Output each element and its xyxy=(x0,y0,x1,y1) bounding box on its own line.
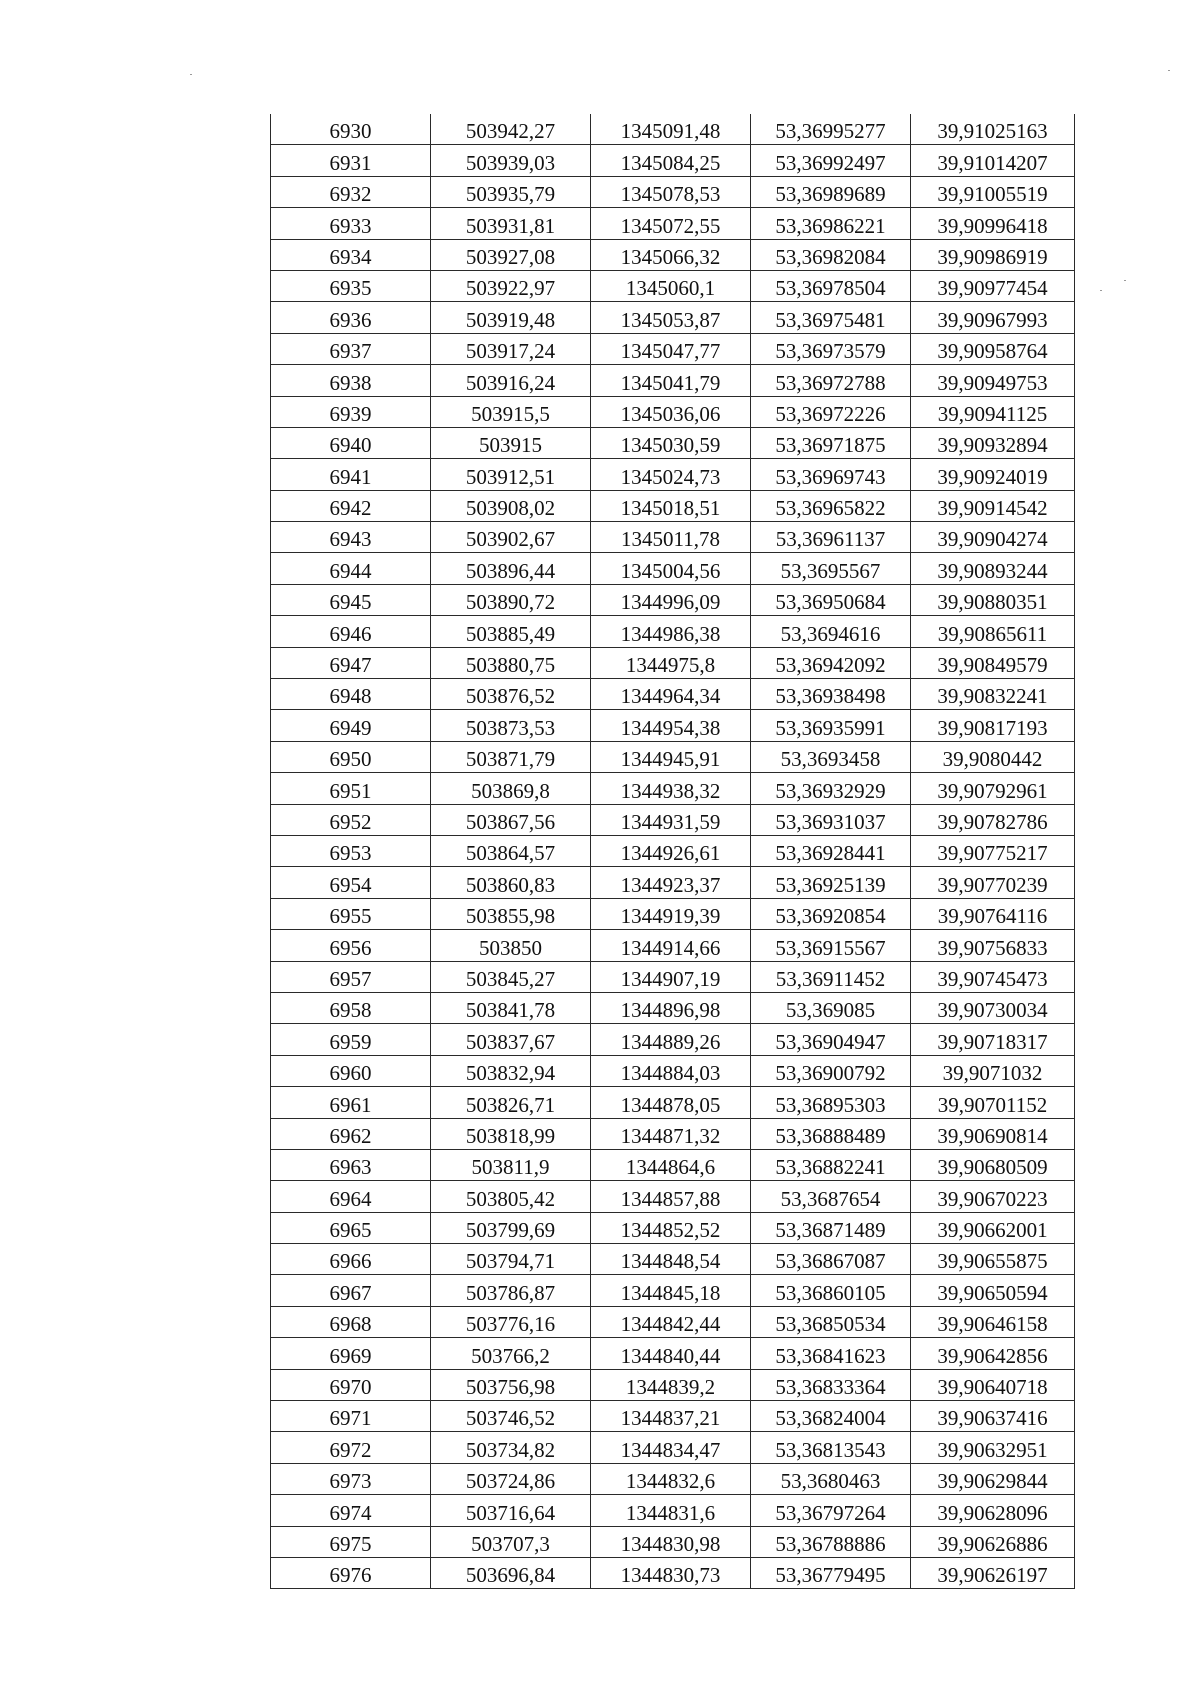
latitude-cell: 53,36860105 xyxy=(751,1275,911,1306)
longitude-cell: 39,90650594 xyxy=(911,1275,1075,1306)
longitude-cell: 39,90637416 xyxy=(911,1401,1075,1432)
point-number-cell: 6948 xyxy=(271,679,431,710)
point-number-cell: 6969 xyxy=(271,1338,431,1369)
table-row xyxy=(271,114,1075,145)
latitude-cell: 53,36972226 xyxy=(751,396,911,427)
point-number-cell: 6942 xyxy=(271,490,431,521)
latitude-cell: 53,36935991 xyxy=(751,710,911,741)
latitude-cell: 53,36895303 xyxy=(751,1087,911,1118)
y-coordinate-cell: 1344878,05 xyxy=(591,1087,751,1118)
x-coordinate-cell: 503880,75 xyxy=(431,647,591,678)
x-coordinate-cell: 503896,44 xyxy=(431,553,591,584)
point-number-cell: 6934 xyxy=(271,239,431,270)
table-body xyxy=(271,114,1075,1589)
latitude-cell: 53,36788886 xyxy=(751,1526,911,1557)
longitude-cell: 39,90792961 xyxy=(911,773,1075,804)
point-number-cell: 6965 xyxy=(271,1212,431,1243)
longitude-cell: 39,90640718 xyxy=(911,1369,1075,1400)
x-coordinate-cell: 503826,71 xyxy=(431,1087,591,1118)
table-row xyxy=(271,1087,1075,1118)
table-row xyxy=(271,1306,1075,1337)
y-coordinate-cell: 1345084,25 xyxy=(591,145,751,176)
y-coordinate-cell: 1344842,44 xyxy=(591,1306,751,1337)
x-coordinate-cell: 503917,24 xyxy=(431,333,591,364)
table-row xyxy=(271,1275,1075,1306)
x-coordinate-cell: 503942,27 xyxy=(431,114,591,145)
longitude-cell: 39,90626197 xyxy=(911,1557,1075,1588)
y-coordinate-cell: 1345047,77 xyxy=(591,333,751,364)
x-coordinate-cell: 503850 xyxy=(431,930,591,961)
longitude-cell: 39,90849579 xyxy=(911,647,1075,678)
x-coordinate-cell: 503912,51 xyxy=(431,459,591,490)
latitude-cell: 53,3695567 xyxy=(751,553,911,584)
longitude-cell: 39,90718317 xyxy=(911,1024,1075,1055)
latitude-cell: 53,36850534 xyxy=(751,1306,911,1337)
point-number-cell: 6960 xyxy=(271,1055,431,1086)
point-number-cell: 6956 xyxy=(271,930,431,961)
x-coordinate-cell: 503746,52 xyxy=(431,1401,591,1432)
latitude-cell: 53,36995277 xyxy=(751,114,911,145)
y-coordinate-cell: 1345036,06 xyxy=(591,396,751,427)
y-coordinate-cell: 1344889,26 xyxy=(591,1024,751,1055)
y-coordinate-cell: 1344832,6 xyxy=(591,1463,751,1494)
table-row xyxy=(271,396,1075,427)
x-coordinate-cell: 503915 xyxy=(431,427,591,458)
longitude-cell: 39,90932894 xyxy=(911,427,1075,458)
table-row xyxy=(271,710,1075,741)
point-number-cell: 6972 xyxy=(271,1432,431,1463)
x-coordinate-cell: 503919,48 xyxy=(431,302,591,333)
longitude-cell: 39,90655875 xyxy=(911,1244,1075,1275)
latitude-cell: 53,36904947 xyxy=(751,1024,911,1055)
y-coordinate-cell: 1344884,03 xyxy=(591,1055,751,1086)
point-number-cell: 6940 xyxy=(271,427,431,458)
latitude-cell: 53,36911452 xyxy=(751,961,911,992)
latitude-cell: 53,36813543 xyxy=(751,1432,911,1463)
point-number-cell: 6944 xyxy=(271,553,431,584)
point-number-cell: 6970 xyxy=(271,1369,431,1400)
table-row xyxy=(271,1212,1075,1243)
table-row xyxy=(271,1526,1075,1557)
table-row xyxy=(271,898,1075,929)
latitude-cell: 53,36920854 xyxy=(751,898,911,929)
x-coordinate-cell: 503818,99 xyxy=(431,1118,591,1149)
x-coordinate-cell: 503890,72 xyxy=(431,584,591,615)
point-number-cell: 6935 xyxy=(271,270,431,301)
point-number-cell: 6950 xyxy=(271,741,431,772)
latitude-cell: 53,36925139 xyxy=(751,867,911,898)
table-row xyxy=(271,208,1075,239)
y-coordinate-cell: 1344852,52 xyxy=(591,1212,751,1243)
longitude-cell: 39,90632951 xyxy=(911,1432,1075,1463)
x-coordinate-cell: 503799,69 xyxy=(431,1212,591,1243)
y-coordinate-cell: 1344975,8 xyxy=(591,647,751,678)
longitude-cell: 39,90626886 xyxy=(911,1526,1075,1557)
table-row xyxy=(271,835,1075,866)
latitude-cell: 53,3680463 xyxy=(751,1463,911,1494)
latitude-cell: 53,36931037 xyxy=(751,804,911,835)
point-number-cell: 6932 xyxy=(271,176,431,207)
latitude-cell: 53,36971875 xyxy=(751,427,911,458)
point-number-cell: 6952 xyxy=(271,804,431,835)
longitude-cell: 39,90629844 xyxy=(911,1463,1075,1494)
x-coordinate-cell: 503935,79 xyxy=(431,176,591,207)
y-coordinate-cell: 1344931,59 xyxy=(591,804,751,835)
point-number-cell: 6937 xyxy=(271,333,431,364)
point-number-cell: 6930 xyxy=(271,114,431,145)
scan-speck xyxy=(1100,290,1102,291)
latitude-cell: 53,36992497 xyxy=(751,145,911,176)
longitude-cell: 39,90775217 xyxy=(911,835,1075,866)
longitude-cell: 39,90958764 xyxy=(911,333,1075,364)
x-coordinate-cell: 503786,87 xyxy=(431,1275,591,1306)
y-coordinate-cell: 1344830,73 xyxy=(591,1557,751,1588)
latitude-cell: 53,36986221 xyxy=(751,208,911,239)
table-row xyxy=(271,1055,1075,1086)
table-row xyxy=(271,1369,1075,1400)
latitude-cell: 53,36867087 xyxy=(751,1244,911,1275)
point-number-cell: 6954 xyxy=(271,867,431,898)
latitude-cell: 53,36938498 xyxy=(751,679,911,710)
table-row xyxy=(271,930,1075,961)
x-coordinate-cell: 503855,98 xyxy=(431,898,591,929)
y-coordinate-cell: 1345024,73 xyxy=(591,459,751,490)
x-coordinate-cell: 503915,5 xyxy=(431,396,591,427)
y-coordinate-cell: 1344996,09 xyxy=(591,584,751,615)
longitude-cell: 39,90949753 xyxy=(911,365,1075,396)
x-coordinate-cell: 503756,98 xyxy=(431,1369,591,1400)
longitude-cell: 39,91014207 xyxy=(911,145,1075,176)
table-row xyxy=(271,992,1075,1023)
latitude-cell: 53,3693458 xyxy=(751,741,911,772)
y-coordinate-cell: 1344834,47 xyxy=(591,1432,751,1463)
table-row xyxy=(271,584,1075,615)
point-number-cell: 6967 xyxy=(271,1275,431,1306)
point-number-cell: 6957 xyxy=(271,961,431,992)
longitude-cell: 39,90914542 xyxy=(911,490,1075,521)
coordinates-table xyxy=(270,114,1075,1589)
point-number-cell: 6975 xyxy=(271,1526,431,1557)
y-coordinate-cell: 1344964,34 xyxy=(591,679,751,710)
table-row xyxy=(271,1149,1075,1180)
longitude-cell: 39,90832241 xyxy=(911,679,1075,710)
point-number-cell: 6945 xyxy=(271,584,431,615)
table-row xyxy=(271,1557,1075,1588)
y-coordinate-cell: 1344848,54 xyxy=(591,1244,751,1275)
longitude-cell: 39,90893244 xyxy=(911,553,1075,584)
point-number-cell: 6974 xyxy=(271,1495,431,1526)
table-row xyxy=(271,427,1075,458)
point-number-cell: 6943 xyxy=(271,522,431,553)
latitude-cell: 53,36972788 xyxy=(751,365,911,396)
y-coordinate-cell: 1345004,56 xyxy=(591,553,751,584)
table-row xyxy=(271,145,1075,176)
x-coordinate-cell: 503724,86 xyxy=(431,1463,591,1494)
longitude-cell: 39,90764116 xyxy=(911,898,1075,929)
x-coordinate-cell: 503927,08 xyxy=(431,239,591,270)
longitude-cell: 39,90865611 xyxy=(911,616,1075,647)
latitude-cell: 53,369085 xyxy=(751,992,911,1023)
table-row xyxy=(271,270,1075,301)
y-coordinate-cell: 1344919,39 xyxy=(591,898,751,929)
y-coordinate-cell: 1345072,55 xyxy=(591,208,751,239)
longitude-cell: 39,90977454 xyxy=(911,270,1075,301)
longitude-cell: 39,90996418 xyxy=(911,208,1075,239)
latitude-cell: 53,36978504 xyxy=(751,270,911,301)
longitude-cell: 39,90924019 xyxy=(911,459,1075,490)
scan-speck xyxy=(1124,280,1126,281)
y-coordinate-cell: 1344914,66 xyxy=(591,930,751,961)
y-coordinate-cell: 1344926,61 xyxy=(591,835,751,866)
y-coordinate-cell: 1345030,59 xyxy=(591,427,751,458)
x-coordinate-cell: 503876,52 xyxy=(431,679,591,710)
longitude-cell: 39,9071032 xyxy=(911,1055,1075,1086)
latitude-cell: 53,36961137 xyxy=(751,522,911,553)
table-row xyxy=(271,1181,1075,1212)
y-coordinate-cell: 1345011,78 xyxy=(591,522,751,553)
table-row xyxy=(271,679,1075,710)
x-coordinate-cell: 503902,67 xyxy=(431,522,591,553)
latitude-cell: 53,36965822 xyxy=(751,490,911,521)
latitude-cell: 53,3694616 xyxy=(751,616,911,647)
latitude-cell: 53,36942092 xyxy=(751,647,911,678)
x-coordinate-cell: 503845,27 xyxy=(431,961,591,992)
point-number-cell: 6938 xyxy=(271,365,431,396)
table-row xyxy=(271,804,1075,835)
point-number-cell: 6973 xyxy=(271,1463,431,1494)
point-number-cell: 6963 xyxy=(271,1149,431,1180)
latitude-cell: 53,36900792 xyxy=(751,1055,911,1086)
point-number-cell: 6931 xyxy=(271,145,431,176)
longitude-cell: 39,90782786 xyxy=(911,804,1075,835)
latitude-cell: 53,36932929 xyxy=(751,773,911,804)
latitude-cell: 53,36882241 xyxy=(751,1149,911,1180)
latitude-cell: 53,36975481 xyxy=(751,302,911,333)
x-coordinate-cell: 503707,3 xyxy=(431,1526,591,1557)
table-row xyxy=(271,616,1075,647)
table-row xyxy=(271,773,1075,804)
point-number-cell: 6933 xyxy=(271,208,431,239)
latitude-cell: 53,36950684 xyxy=(751,584,911,615)
table-row xyxy=(271,459,1075,490)
point-number-cell: 6939 xyxy=(271,396,431,427)
x-coordinate-cell: 503867,56 xyxy=(431,804,591,835)
x-coordinate-cell: 503776,16 xyxy=(431,1306,591,1337)
x-coordinate-cell: 503908,02 xyxy=(431,490,591,521)
latitude-cell: 53,36989689 xyxy=(751,176,911,207)
y-coordinate-cell: 1345018,51 xyxy=(591,490,751,521)
y-coordinate-cell: 1344840,44 xyxy=(591,1338,751,1369)
x-coordinate-cell: 503869,8 xyxy=(431,773,591,804)
table-row xyxy=(271,1432,1075,1463)
x-coordinate-cell: 503837,67 xyxy=(431,1024,591,1055)
latitude-cell: 53,36797264 xyxy=(751,1495,911,1526)
longitude-cell: 39,90690814 xyxy=(911,1118,1075,1149)
y-coordinate-cell: 1345091,48 xyxy=(591,114,751,145)
latitude-cell: 53,36841623 xyxy=(751,1338,911,1369)
point-number-cell: 6968 xyxy=(271,1306,431,1337)
x-coordinate-cell: 503832,94 xyxy=(431,1055,591,1086)
point-number-cell: 6955 xyxy=(271,898,431,929)
table-row xyxy=(271,867,1075,898)
point-number-cell: 6941 xyxy=(271,459,431,490)
longitude-cell: 39,90770239 xyxy=(911,867,1075,898)
x-coordinate-cell: 503922,97 xyxy=(431,270,591,301)
y-coordinate-cell: 1344938,32 xyxy=(591,773,751,804)
x-coordinate-cell: 503860,83 xyxy=(431,867,591,898)
x-coordinate-cell: 503916,24 xyxy=(431,365,591,396)
point-number-cell: 6947 xyxy=(271,647,431,678)
x-coordinate-cell: 503873,53 xyxy=(431,710,591,741)
table-row xyxy=(271,741,1075,772)
longitude-cell: 39,90817193 xyxy=(911,710,1075,741)
point-number-cell: 6951 xyxy=(271,773,431,804)
point-number-cell: 6962 xyxy=(271,1118,431,1149)
latitude-cell: 53,36871489 xyxy=(751,1212,911,1243)
longitude-cell: 39,90986919 xyxy=(911,239,1075,270)
point-number-cell: 6964 xyxy=(271,1181,431,1212)
y-coordinate-cell: 1344871,32 xyxy=(591,1118,751,1149)
table-row xyxy=(271,1338,1075,1369)
longitude-cell: 39,90628096 xyxy=(911,1495,1075,1526)
x-coordinate-cell: 503766,2 xyxy=(431,1338,591,1369)
x-coordinate-cell: 503885,49 xyxy=(431,616,591,647)
latitude-cell: 53,36915567 xyxy=(751,930,911,961)
scan-speck xyxy=(190,74,192,75)
latitude-cell: 53,36888489 xyxy=(751,1118,911,1149)
table-row xyxy=(271,365,1075,396)
y-coordinate-cell: 1344845,18 xyxy=(591,1275,751,1306)
latitude-cell: 53,3687654 xyxy=(751,1181,911,1212)
y-coordinate-cell: 1345041,79 xyxy=(591,365,751,396)
y-coordinate-cell: 1345066,32 xyxy=(591,239,751,270)
x-coordinate-cell: 503805,42 xyxy=(431,1181,591,1212)
table-row xyxy=(271,490,1075,521)
longitude-cell: 39,90967993 xyxy=(911,302,1075,333)
table-row xyxy=(271,176,1075,207)
latitude-cell: 53,36824004 xyxy=(751,1401,911,1432)
table-row xyxy=(271,522,1075,553)
latitude-cell: 53,36973579 xyxy=(751,333,911,364)
table-row xyxy=(271,302,1075,333)
table-row xyxy=(271,1463,1075,1494)
point-number-cell: 6953 xyxy=(271,835,431,866)
y-coordinate-cell: 1344830,98 xyxy=(591,1526,751,1557)
longitude-cell: 39,90941125 xyxy=(911,396,1075,427)
x-coordinate-cell: 503864,57 xyxy=(431,835,591,866)
latitude-cell: 53,36982084 xyxy=(751,239,911,270)
latitude-cell: 53,36833364 xyxy=(751,1369,911,1400)
latitude-cell: 53,36779495 xyxy=(751,1557,911,1588)
table-row xyxy=(271,1495,1075,1526)
longitude-cell: 39,90745473 xyxy=(911,961,1075,992)
table-row xyxy=(271,647,1075,678)
longitude-cell: 39,91005519 xyxy=(911,176,1075,207)
longitude-cell: 39,90730034 xyxy=(911,992,1075,1023)
longitude-cell: 39,90680509 xyxy=(911,1149,1075,1180)
longitude-cell: 39,90701152 xyxy=(911,1087,1075,1118)
table-row xyxy=(271,1244,1075,1275)
y-coordinate-cell: 1344986,38 xyxy=(591,616,751,647)
table-row xyxy=(271,961,1075,992)
x-coordinate-cell: 503871,79 xyxy=(431,741,591,772)
x-coordinate-cell: 503931,81 xyxy=(431,208,591,239)
point-number-cell: 6966 xyxy=(271,1244,431,1275)
y-coordinate-cell: 1345053,87 xyxy=(591,302,751,333)
y-coordinate-cell: 1344839,2 xyxy=(591,1369,751,1400)
y-coordinate-cell: 1344831,6 xyxy=(591,1495,751,1526)
longitude-cell: 39,91025163 xyxy=(911,114,1075,145)
table-row xyxy=(271,1401,1075,1432)
scan-speck xyxy=(1168,70,1170,71)
y-coordinate-cell: 1344954,38 xyxy=(591,710,751,741)
longitude-cell: 39,90642856 xyxy=(911,1338,1075,1369)
y-coordinate-cell: 1344923,37 xyxy=(591,867,751,898)
longitude-cell: 39,90646158 xyxy=(911,1306,1075,1337)
y-coordinate-cell: 1345078,53 xyxy=(591,176,751,207)
longitude-cell: 39,9080442 xyxy=(911,741,1075,772)
x-coordinate-cell: 503939,03 xyxy=(431,145,591,176)
x-coordinate-cell: 503734,82 xyxy=(431,1432,591,1463)
point-number-cell: 6946 xyxy=(271,616,431,647)
x-coordinate-cell: 503794,71 xyxy=(431,1244,591,1275)
point-number-cell: 6936 xyxy=(271,302,431,333)
point-number-cell: 6949 xyxy=(271,710,431,741)
table-row xyxy=(271,333,1075,364)
latitude-cell: 53,36969743 xyxy=(751,459,911,490)
x-coordinate-cell: 503696,84 xyxy=(431,1557,591,1588)
y-coordinate-cell: 1344907,19 xyxy=(591,961,751,992)
table-row xyxy=(271,553,1075,584)
point-number-cell: 6959 xyxy=(271,1024,431,1055)
y-coordinate-cell: 1344896,98 xyxy=(591,992,751,1023)
y-coordinate-cell: 1344857,88 xyxy=(591,1181,751,1212)
point-number-cell: 6958 xyxy=(271,992,431,1023)
point-number-cell: 6971 xyxy=(271,1401,431,1432)
x-coordinate-cell: 503841,78 xyxy=(431,992,591,1023)
longitude-cell: 39,90880351 xyxy=(911,584,1075,615)
latitude-cell: 53,36928441 xyxy=(751,835,911,866)
point-number-cell: 6976 xyxy=(271,1557,431,1588)
y-coordinate-cell: 1344945,91 xyxy=(591,741,751,772)
longitude-cell: 39,90670223 xyxy=(911,1181,1075,1212)
table-row xyxy=(271,239,1075,270)
x-coordinate-cell: 503716,64 xyxy=(431,1495,591,1526)
x-coordinate-cell: 503811,9 xyxy=(431,1149,591,1180)
y-coordinate-cell: 1345060,1 xyxy=(591,270,751,301)
y-coordinate-cell: 1344837,21 xyxy=(591,1401,751,1432)
point-number-cell: 6961 xyxy=(271,1087,431,1118)
longitude-cell: 39,90904274 xyxy=(911,522,1075,553)
longitude-cell: 39,90662001 xyxy=(911,1212,1075,1243)
table-row xyxy=(271,1118,1075,1149)
longitude-cell: 39,90756833 xyxy=(911,930,1075,961)
table-row xyxy=(271,1024,1075,1055)
y-coordinate-cell: 1344864,6 xyxy=(591,1149,751,1180)
